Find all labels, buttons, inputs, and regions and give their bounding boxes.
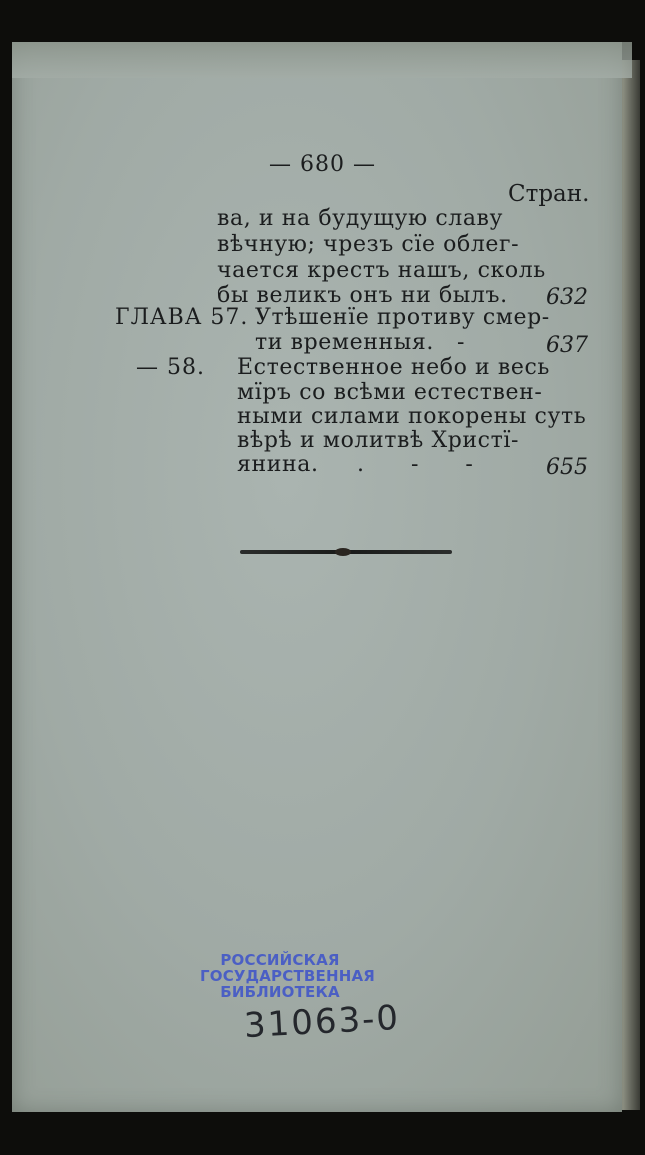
- toc-page-number: 637: [546, 333, 588, 358]
- toc-line: Естественное небо и весь: [237, 355, 550, 380]
- stamp-line: РОССИЙСКАЯ: [220, 951, 340, 969]
- stamp-line: БИБЛИОТЕКА: [220, 983, 340, 1001]
- toc-line: бы великъ онъ ни былъ.: [217, 283, 508, 308]
- toc-line: Утѣшенїе противу смер-: [255, 305, 550, 330]
- handwritten-shelfmark: 31063-0: [243, 997, 402, 1047]
- library-stamp: [200, 951, 376, 1001]
- toc-line: мїръ со всѣми естествен-: [237, 380, 543, 405]
- stamp-line: ГОСУДАРСТВЕННАЯ: [200, 967, 376, 985]
- toc-line: янина.: [237, 452, 319, 477]
- toc-page-number: 632: [546, 285, 588, 310]
- chapter-label: ГЛАВА 57.: [115, 305, 249, 330]
- column-heading-pages: Стран.: [508, 181, 590, 207]
- page-number-header: — 680 —: [269, 152, 376, 177]
- toc-leader: -: [457, 330, 465, 355]
- toc-line: вѣчную; чрезъ сїе облег-: [217, 232, 520, 257]
- toc-leader: . - -: [357, 452, 493, 477]
- toc-line: ти временныя.: [255, 330, 434, 355]
- toc-line: ва, и на будущую славу: [217, 206, 504, 231]
- chapter-label: — 58.: [136, 355, 205, 380]
- toc-line: ными силами покорены суть: [237, 404, 587, 429]
- toc-line: чается крестъ нашъ, сколь: [217, 258, 546, 283]
- end-ornament-dot: [335, 548, 351, 556]
- toc-page-number: 655: [546, 455, 588, 480]
- page-top-edge: [12, 42, 632, 78]
- toc-line: вѣрѣ и молитвѣ Христї-: [237, 428, 520, 453]
